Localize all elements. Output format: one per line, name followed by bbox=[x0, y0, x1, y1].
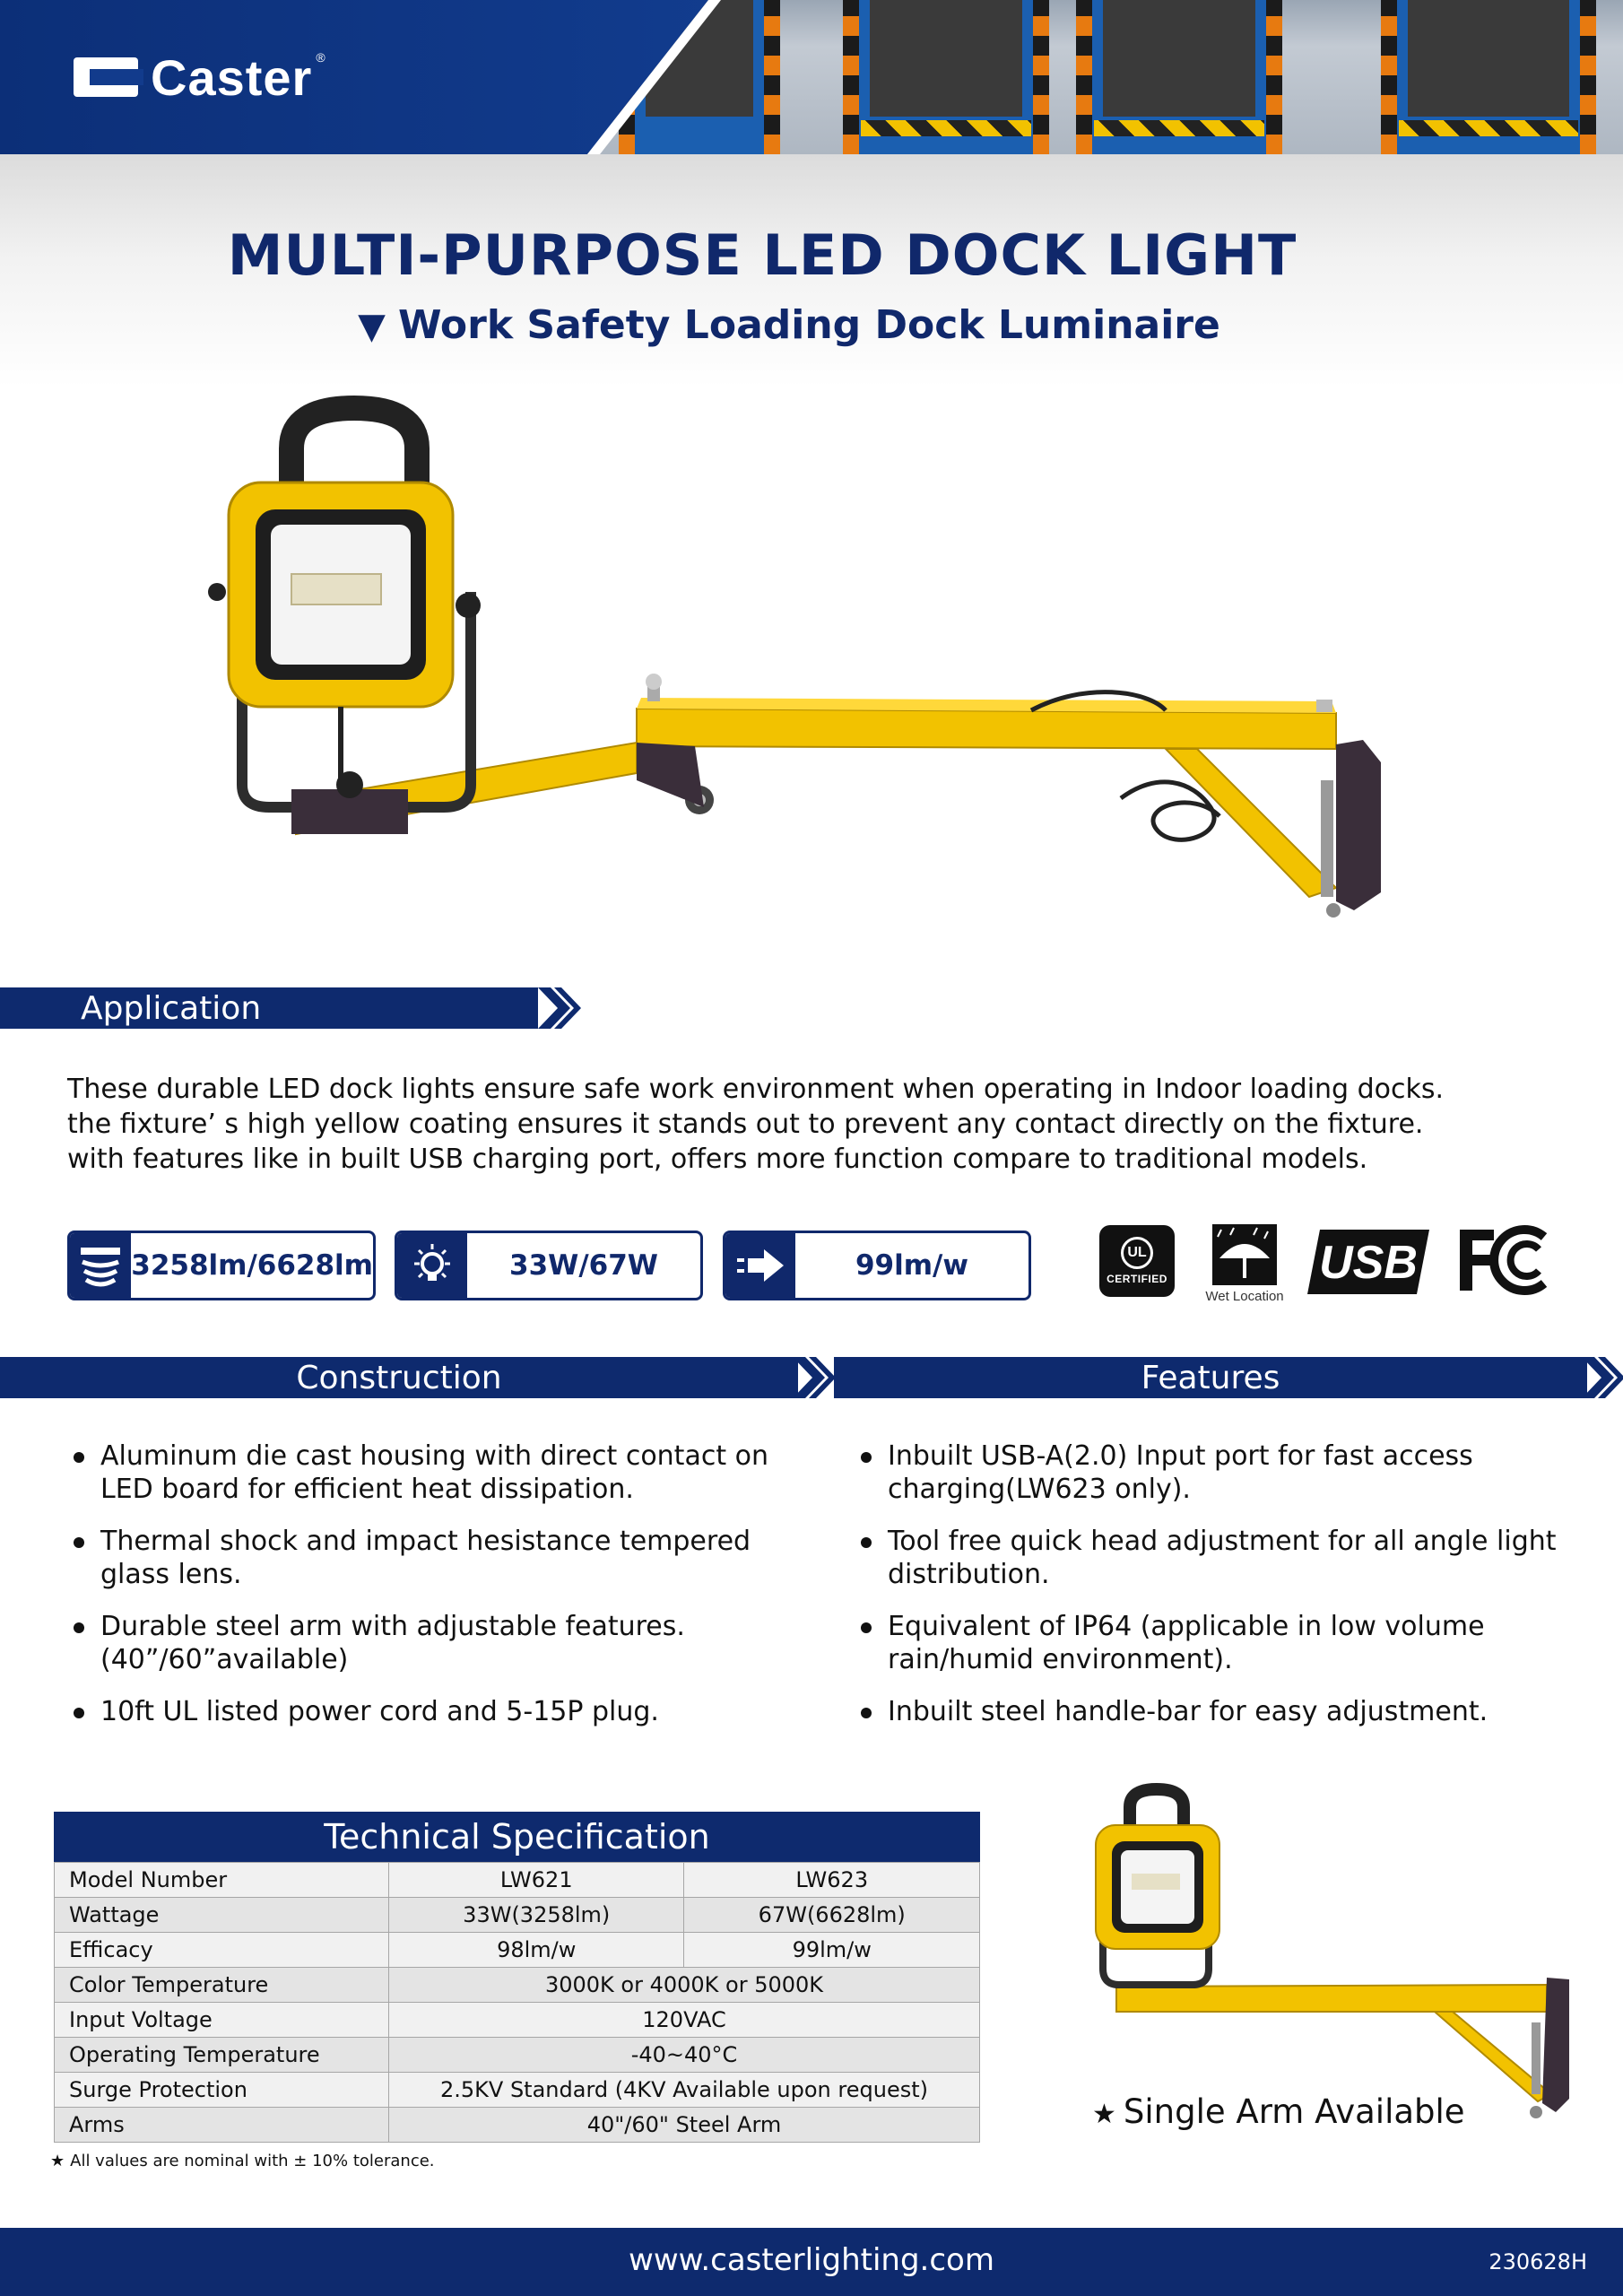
dock-door bbox=[1381, 0, 1596, 154]
spec-label: Surge Protection bbox=[55, 2073, 389, 2108]
document-code: 230628H bbox=[1488, 2249, 1587, 2274]
list-item: Equivalent of IP64 (applicable in low volume rain/humid environment). bbox=[861, 1610, 1560, 1676]
construction-header bbox=[0, 1357, 798, 1398]
single-arm-product-image bbox=[1067, 1780, 1569, 2130]
single-arm-text: Single Arm Available bbox=[1123, 2092, 1465, 2131]
spec-label: Input Voltage bbox=[55, 2003, 389, 2038]
efficacy-chip bbox=[723, 1231, 1031, 1300]
ul-certified-text: CERTIFIED bbox=[1107, 1273, 1167, 1285]
page-subtitle bbox=[0, 302, 1578, 348]
arrow-right-icon bbox=[725, 1231, 795, 1300]
application-header bbox=[0, 987, 538, 1029]
lumen-output-value: 3258lm/6628lm bbox=[131, 1249, 373, 1282]
dock-light-product-image bbox=[135, 386, 1390, 924]
list-item: Inbuilt steel handle-bar for easy adjustment. bbox=[861, 1695, 1560, 1728]
features-list bbox=[861, 1439, 1560, 1747]
usb-text: USB bbox=[1319, 1237, 1418, 1289]
dock-door bbox=[843, 0, 1049, 154]
list-item: Durable steel arm with adjustable features. (40”/60”available) bbox=[74, 1610, 773, 1676]
wattage-chip bbox=[395, 1231, 703, 1300]
spec-value: 40"/60" Steel Arm bbox=[389, 2108, 980, 2143]
website-link[interactable]: www.casterlighting.com bbox=[629, 2242, 994, 2278]
spec-value: 67W(6628lm) bbox=[684, 1898, 980, 1933]
chevron-right-icon bbox=[538, 987, 592, 1029]
application-line: the fixture’ s high yellow coating ensures it stands out to prevent any contact directly on the fixture. bbox=[67, 1109, 1424, 1140]
lightbulb-icon bbox=[397, 1231, 467, 1300]
features-heading: Features bbox=[1141, 1359, 1280, 1396]
tolerance-note bbox=[50, 2152, 435, 2170]
table-row bbox=[55, 1898, 980, 1933]
umbrella-icon bbox=[1209, 1222, 1280, 1287]
list-item: Inbuilt USB-A(2.0) Input port for fast access charging(LW623 only). bbox=[861, 1439, 1560, 1506]
caster-logo[interactable] bbox=[74, 48, 325, 106]
header-banner bbox=[0, 0, 1623, 154]
spec-value: 33W(3258lm) bbox=[389, 1898, 684, 1933]
caster-logo-icon bbox=[74, 57, 138, 97]
spec-value: 3000K or 4000K or 5000K bbox=[389, 1968, 980, 2003]
ul-certified-logo bbox=[1099, 1225, 1175, 1297]
application-line: These durable LED dock lights ensure safe work environment when operating in Indoor loading docks. bbox=[67, 1074, 1445, 1105]
construction-heading: Construction bbox=[296, 1359, 502, 1396]
subtitle-text: Work Safety Loading Dock Luminaire bbox=[397, 302, 1220, 348]
star-icon: ★ bbox=[1092, 2099, 1116, 2130]
construction-list bbox=[74, 1439, 773, 1747]
footer bbox=[0, 2228, 1623, 2296]
table-row bbox=[55, 1933, 980, 1968]
wet-location-logo bbox=[1198, 1220, 1291, 1306]
spec-label: Operating Temperature bbox=[55, 2038, 389, 2073]
table-row bbox=[55, 1968, 980, 2003]
single-arm-note bbox=[1092, 2092, 1465, 2131]
table-row bbox=[55, 2038, 980, 2073]
technical-specification-table bbox=[54, 1812, 980, 2143]
list-item: 10ft UL listed power cord and 5-15P plug. bbox=[74, 1695, 773, 1728]
application-line: with features like in built USB charging port, offers more function compare to traditional models. bbox=[67, 1144, 1368, 1175]
spec-value: LW623 bbox=[684, 1863, 980, 1898]
list-item: Tool free quick head adjustment for all angle light distribution. bbox=[861, 1525, 1560, 1591]
spec-value: LW621 bbox=[389, 1863, 684, 1898]
wet-location-text: Wet Location bbox=[1205, 1288, 1284, 1304]
spec-value: -40~40°C bbox=[389, 2038, 980, 2073]
spec-label: Efficacy bbox=[55, 1933, 389, 1968]
table-row bbox=[55, 2108, 980, 2143]
fcc-logo bbox=[1456, 1220, 1557, 1300]
page-title: MULTI-PURPOSE LED DOCK LIGHT bbox=[227, 222, 1298, 288]
chevron-right-icon bbox=[1582, 1357, 1623, 1398]
usb-logo bbox=[1304, 1222, 1433, 1302]
light-beam-icon bbox=[70, 1231, 131, 1300]
spec-value: 2.5KV Standard (4KV Available upon request) bbox=[389, 2073, 980, 2108]
table-row bbox=[55, 2073, 980, 2108]
spec-heading: Technical Specification bbox=[54, 1812, 980, 1862]
wattage-value: 33W/67W bbox=[509, 1249, 658, 1282]
spec-value: 98lm/w bbox=[389, 1933, 684, 1968]
table-row bbox=[55, 1863, 980, 1898]
star-icon: ★ bbox=[50, 2152, 65, 2170]
registered-mark: ® bbox=[316, 50, 325, 65]
application-heading: Application bbox=[81, 989, 262, 1027]
list-item: Thermal shock and impact hesistance tempered glass lens. bbox=[74, 1525, 773, 1591]
efficacy-value: 99lm/w bbox=[855, 1249, 969, 1282]
features-header bbox=[834, 1357, 1587, 1398]
brand-name: Caster bbox=[151, 48, 313, 106]
list-item: Aluminum die cast housing with direct contact on LED board for efficient heat dissipation. bbox=[74, 1439, 773, 1506]
tolerance-note-text: All values are nominal with ± 10% tolerance. bbox=[70, 2152, 435, 2170]
lumen-output-chip bbox=[67, 1231, 376, 1300]
spec-value: 120VAC bbox=[389, 2003, 980, 2038]
spec-label: Arms bbox=[55, 2108, 389, 2143]
spec-value: 99lm/w bbox=[684, 1933, 980, 1968]
dock-door bbox=[1076, 0, 1282, 154]
spec-label: Wattage bbox=[55, 1898, 389, 1933]
spec-label: Model Number bbox=[55, 1863, 389, 1898]
application-text bbox=[67, 1072, 1574, 1177]
triangle-down-icon: ▼ bbox=[358, 306, 386, 347]
spec-label: Color Temperature bbox=[55, 1968, 389, 2003]
table-row bbox=[55, 2003, 980, 2038]
ul-mark: UL bbox=[1121, 1237, 1153, 1269]
